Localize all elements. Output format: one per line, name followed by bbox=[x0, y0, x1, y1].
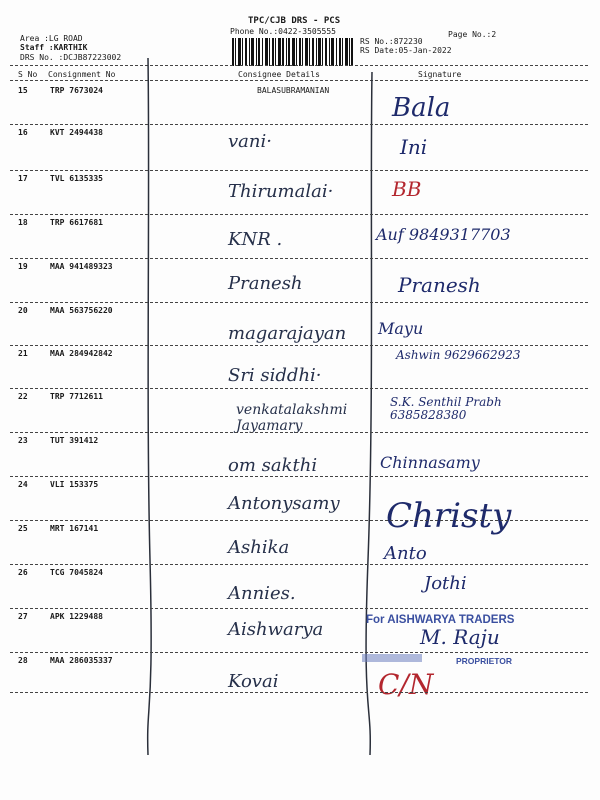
row-signature: Anto bbox=[384, 543, 427, 564]
header-rs-date: RS Date:05-Jan-2022 bbox=[360, 46, 452, 55]
row-consignee-name: KNR . bbox=[228, 229, 283, 250]
row-consignee-name: Kovai bbox=[228, 671, 279, 692]
row-consignment-no: KVT 2494438 bbox=[50, 128, 103, 137]
row-consignee-name: om sakthi bbox=[228, 455, 318, 476]
row-consignment-no: TCG 7045824 bbox=[50, 568, 103, 577]
col-sno: S No bbox=[18, 70, 38, 79]
row-sno: 22 bbox=[18, 392, 28, 401]
row-signature: C/N bbox=[378, 668, 434, 701]
row-sno: 25 bbox=[18, 524, 28, 533]
stamp-firm-name: For AISHWARYA TRADERS bbox=[366, 614, 515, 626]
row-consignment-no: MAA 563756220 bbox=[50, 306, 113, 315]
row-divider bbox=[10, 564, 588, 565]
row-signature: Bala bbox=[392, 93, 451, 123]
row-consignment-no: MRT 167141 bbox=[50, 524, 99, 533]
row-consignee-name: Aishwarya bbox=[228, 619, 324, 640]
row-divider bbox=[10, 345, 588, 346]
row-sno: 20 bbox=[18, 306, 28, 315]
row-divider bbox=[10, 652, 588, 653]
row-sno: 19 bbox=[18, 262, 28, 271]
col-signature: Signature bbox=[418, 70, 462, 79]
row-sno: 28 bbox=[18, 656, 28, 665]
row-signature: Chinnasamy bbox=[380, 453, 480, 472]
row-divider bbox=[10, 170, 588, 171]
row-signature: M. Raju bbox=[420, 625, 500, 649]
row-signature: Auf 9849317703 bbox=[376, 225, 511, 244]
row-divider bbox=[10, 476, 588, 477]
row-consignee-name: Antonysamy bbox=[228, 493, 340, 514]
header-staff: Staff :KARTHIK bbox=[20, 43, 88, 52]
row-consignment-no: TUT 391412 bbox=[50, 436, 99, 445]
row-sno: 17 bbox=[18, 174, 28, 183]
row-divider bbox=[10, 692, 588, 693]
row-sno: 23 bbox=[18, 436, 28, 445]
row-sno: 24 bbox=[18, 480, 28, 489]
row-consignee-name: Thirumalai· bbox=[228, 181, 334, 202]
header-rs-no: RS No.:872230 bbox=[360, 37, 423, 46]
header-area: Area :LG ROAD bbox=[20, 34, 83, 43]
header-drs-no: DRS No. :DCJB87223002 bbox=[20, 53, 122, 62]
row-signature: Ashwin 9629662923 bbox=[396, 348, 521, 362]
row-signature: Pranesh bbox=[398, 273, 481, 297]
row-consignee-name: Ashika bbox=[228, 537, 290, 558]
row-divider bbox=[10, 608, 588, 609]
row-consignment-no: APK 1229488 bbox=[50, 612, 103, 621]
stamp-smudge bbox=[362, 654, 422, 662]
row-signature: BB bbox=[392, 177, 422, 201]
row-consignment-no: MAA 941489323 bbox=[50, 262, 113, 271]
header-page-no: Page No.:2 bbox=[448, 30, 497, 39]
row-sno: 15 bbox=[18, 86, 28, 95]
row-sno: 18 bbox=[18, 218, 28, 227]
row-divider bbox=[10, 302, 588, 303]
stamp-proprietor: PROPRIETOR bbox=[456, 656, 513, 666]
row-divider bbox=[10, 214, 588, 215]
row-signature: Ini bbox=[400, 135, 428, 159]
row-signature: Mayu bbox=[378, 319, 424, 338]
row-consignment-no: TRP 7712611 bbox=[50, 392, 103, 401]
row-consignment-no: VLI 153375 bbox=[50, 480, 99, 489]
row-consignee-name: magarajayan bbox=[228, 323, 347, 344]
row-consignee-name: BALASUBRAMANIAN bbox=[257, 86, 330, 95]
row-signature: Jothi bbox=[424, 573, 467, 594]
col-consignment: Consignment No bbox=[48, 70, 116, 79]
row-consignment-no: MAA 286035337 bbox=[50, 656, 113, 665]
row-divider bbox=[10, 124, 588, 125]
row-divider bbox=[10, 258, 588, 259]
row-divider bbox=[10, 388, 588, 389]
row-sno: 27 bbox=[18, 612, 28, 621]
row-sno: 16 bbox=[18, 128, 28, 137]
row-divider bbox=[10, 520, 588, 521]
row-signature: S.K. Senthil Prabh 6385828380 bbox=[390, 395, 502, 423]
row-signature: Christy bbox=[386, 496, 512, 536]
row-consignee-name: vani· bbox=[228, 131, 272, 152]
row-sno: 26 bbox=[18, 568, 28, 577]
row-consignee-name: venkatalakshmi Jayamary bbox=[236, 402, 348, 434]
row-consignment-no: TRP 6617681 bbox=[50, 218, 103, 227]
header-phone: Phone No.:0422-3505555 bbox=[230, 27, 336, 36]
row-sno: 21 bbox=[18, 349, 28, 358]
header-title: TPC/CJB DRS - PCS bbox=[248, 16, 341, 26]
row-consignee-name: Pranesh bbox=[228, 273, 303, 294]
row-consignee-name: Sri siddhi· bbox=[228, 365, 322, 386]
row-consignment-no: TVL 6135335 bbox=[50, 174, 103, 183]
row-consignment-no: MAA 284942842 bbox=[50, 349, 113, 358]
col-consignee: Consignee Details bbox=[238, 70, 320, 79]
row-divider bbox=[10, 432, 588, 433]
row-consignment-no: TRP 7673024 bbox=[50, 86, 103, 95]
row-consignee-name: Annies. bbox=[228, 583, 296, 604]
